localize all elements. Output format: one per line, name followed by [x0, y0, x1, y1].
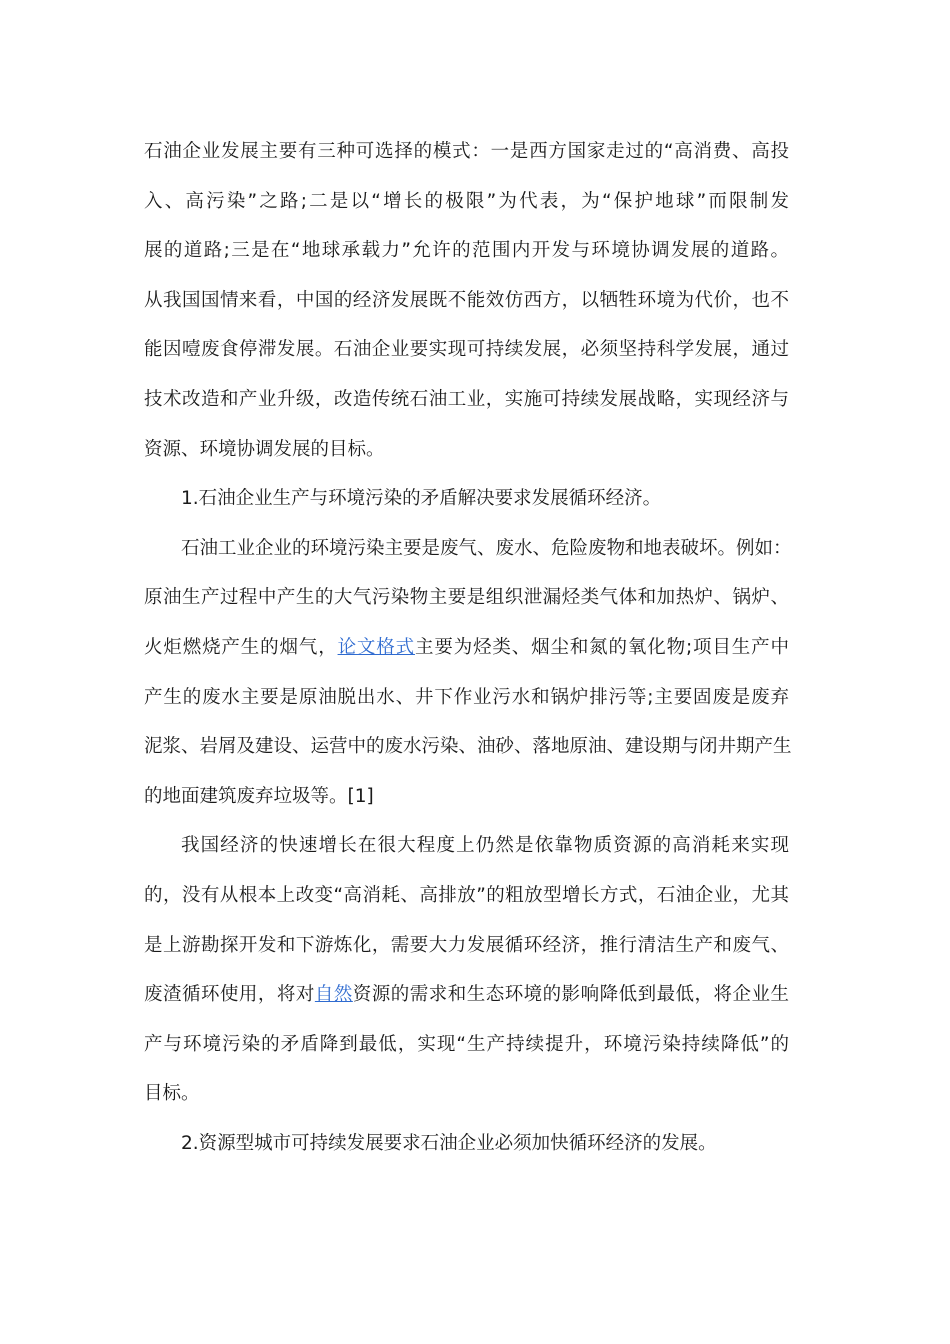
section-heading-2: 2.资源型城市可持续发展要求石油企业必须加快循环经济的发展。 — [181, 1132, 717, 1154]
paragraph-pollution-sources — [144, 524, 792, 822]
text-line: 目标。 — [144, 1083, 200, 1105]
link-ziran[interactable]: 自然 — [314, 984, 353, 1006]
text-line: 从我国国情来看，中国的经济发展既不能效仿西方，以牺牲环境为代价，也不 — [144, 289, 789, 311]
text-line: 产与环境污染的矛盾降到最低，实现“生产持续提升，环境污染持续降低”的 — [144, 1033, 789, 1055]
text-line: 入、高污染”之路;二是以“增长的极限”为代表，为“保护地球”而限制发 — [144, 190, 789, 212]
text-line: 石油企业发展主要有三种可选择的模式：一是西方国家走过的“高消费、高投 — [144, 141, 789, 162]
text-line — [144, 623, 789, 673]
text-line: 是上游勘探开发和下游炼化，需要大力发展循环经济，推行清洁生产和废气、 — [144, 934, 789, 956]
text-line: 技术改造和产业升级，改造传统石油工业，实施可持续发展战略，实现经济与 — [144, 388, 789, 410]
section-heading-1: 1.石油企业生产与环境污染的矛盾解决要求发展循环经济。 — [181, 488, 662, 510]
text-line: 石油工业企业的环境污染主要是废气、废水、危险废物和地表破坏。例如： — [181, 537, 792, 559]
text-segment: 火炬燃烧产生的烟气， — [144, 636, 338, 658]
link-lunwen-geshi[interactable]: 论文格式 — [337, 636, 415, 658]
paragraph-development-modes — [144, 127, 789, 474]
text-line: 能因噎废食停滞发展。石油企业要实现可持续发展，必须坚持科学发展，通过 — [144, 339, 789, 361]
text-line: 展的道路;三是在“地球承载力”允许的范围内开发与环境协调发展的道路。 — [144, 240, 789, 262]
text-line: 的地面建筑废弃垃圾等。[1] — [144, 785, 374, 807]
text-line: 我国经济的快速增长在很大程度上仍然是依靠物质资源的高消耗来实现 — [181, 835, 789, 857]
text-segment: 主要为烃类、烟尘和氮的氧化物;项目生产中 — [414, 636, 789, 658]
text-line: 资源、环境协调发展的目标。 — [144, 438, 385, 460]
text-line: 泥浆、岩屑及建设、运营中的废水污染、油砂、落地原油、建设期与闭井期产生 — [144, 736, 792, 758]
text-segment: 废渣循环使用，将对 — [144, 984, 315, 1006]
text-line: 的，没有从根本上改变“高消耗、高排放”的粗放型增长方式，石油企业，尤其 — [144, 884, 789, 906]
text-line: 原油生产过程中产生的大气污染物主要是组织泄漏烃类气体和加热炉、锅炉、 — [144, 587, 789, 609]
paragraph-economic-growth — [144, 821, 789, 1119]
text-line: 产生的废水主要是原油脱出水、井下作业污水和锅炉排污等;主要固废是废弃 — [144, 686, 789, 708]
document-body — [144, 127, 792, 1168]
text-line — [144, 970, 789, 1020]
text-segment: 资源的需求和生态环境的影响降低到最低，将企业生 — [352, 984, 789, 1006]
